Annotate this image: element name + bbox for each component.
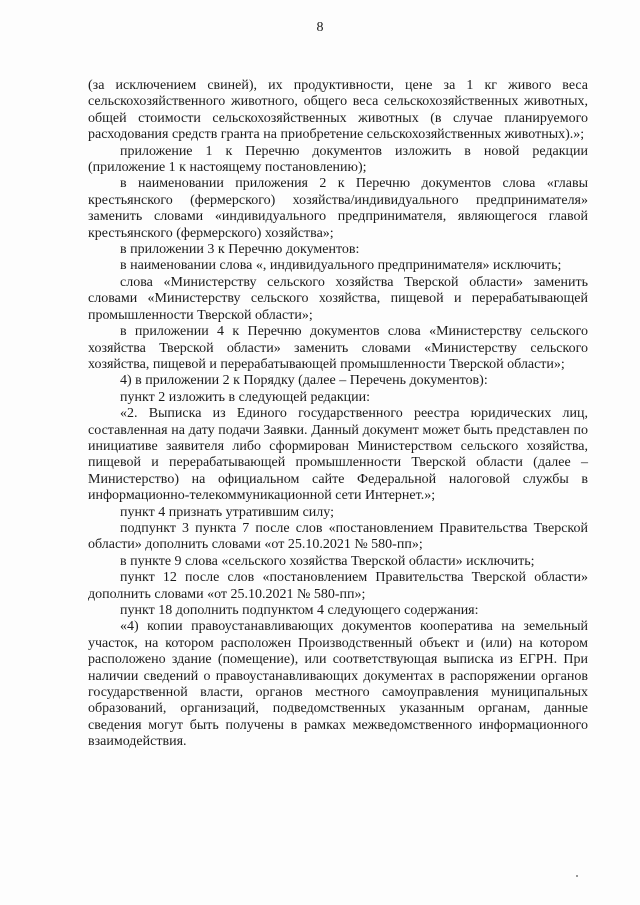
paragraph-point-2-text: «2. Выписка из Единого государственного реестра юридических лиц, составленная на дату подачи Заявки. Данный документ может быть представлен по инициативе заявителя либо сформирован Министерством сельского хозяйства, пищевой и перерабатывающей промышленности Тверской области (далее – Министерство) на официальном сайте Федеральной налоговой службы в информационно-телекоммуникационной сети Интернет.»; <box>88 406 588 504</box>
paragraph-appendix-3-words: слова «Министерству сельского хозяйства Тверской области» заменить словами «Министерству сельского хозяйства, пищевой и перерабатывающей промышленности Тверской области»; <box>88 274 588 323</box>
scan-mark <box>576 875 578 877</box>
paragraph-point-9: в пункте 9 слова «сельского хозяйства Тверской области» исключить; <box>120 553 535 569</box>
paragraph-appendix-3-title: в наименовании слова «, индивидуального предпринимателя» исключить; <box>120 258 562 274</box>
paragraph-item-4: 4) в приложении 2 к Порядку (далее – Перечень документов): <box>120 373 488 389</box>
paragraph-appendix-1: приложение 1 к Перечню документов изложить в новой редакции (приложение 1 к настоящему постановлению); <box>88 143 588 176</box>
paragraph-subpoint-4-text: «4) копии правоустанавливающих документов кооператива на земельный участок, на котором расположен Производственный объект и (или) на котором расположено здание (помещение), или соответствующая выписка из ЕГРН. При наличии сведений о правоустанавливающих документах в распоряжении органов государственной власти, органов местного самоуправления муниципальных образований, организаций, подведомственных указанным органам, данные сведения могут быть получены в рамках межведомственного информационного взаимодействия. <box>88 619 588 750</box>
paragraph-point-12: пункт 12 после слов «постановлением Правительства Тверской области» дополнить словами «от 25.10.2021 № 580-пп»; <box>88 570 588 602</box>
page-number: 8 <box>316 20 324 35</box>
paragraph-point-4: пункт 4 признать утратившим силу; <box>120 504 334 520</box>
paragraph-appendix-2-title: в наименовании приложения 2 к Перечню документов слова «главы крестьянского (фермерского) хозяйства/индивидуального предпринимателя» заменить словами «индивидуального предпринимателя, являющегося главой крестьянского (фермерского) хозяйства»; <box>88 176 588 241</box>
paragraph-subpoint-3-point-7: подпункт 3 пункта 7 после слов «постановлением Правительства Тверской области» дополнить словами «от 25.10.2021 № 580-пп»; <box>88 520 588 553</box>
paragraph-point-2-intro: пункт 2 изложить в следующей редакции: <box>120 389 370 405</box>
paragraph-appendix-4: в приложении 4 к Перечню документов слова «Министерству сельского хозяйства Тверской области» заменить словами «Министерству сельского хозяйства, пищевой и перерабатывающей промышленности Тверской области»; <box>88 324 588 372</box>
paragraph-point-18: пункт 18 дополнить подпунктом 4 следующего содержания: <box>120 603 479 618</box>
paragraph-continuation: (за исключением свиней), их продуктивности, цене за 1 кг живого веса сельскохозяйственного животного, общего веса сельскохозяйственных животных, общей стоимости сельскохозяйственных животных (в случае планируемого расходования средств гранта на приобретение сельскохозяйственных животных).»; <box>88 78 588 143</box>
document-body <box>88 78 588 751</box>
paragraph-appendix-3: в приложении 3 к Перечню документов: <box>120 242 360 258</box>
